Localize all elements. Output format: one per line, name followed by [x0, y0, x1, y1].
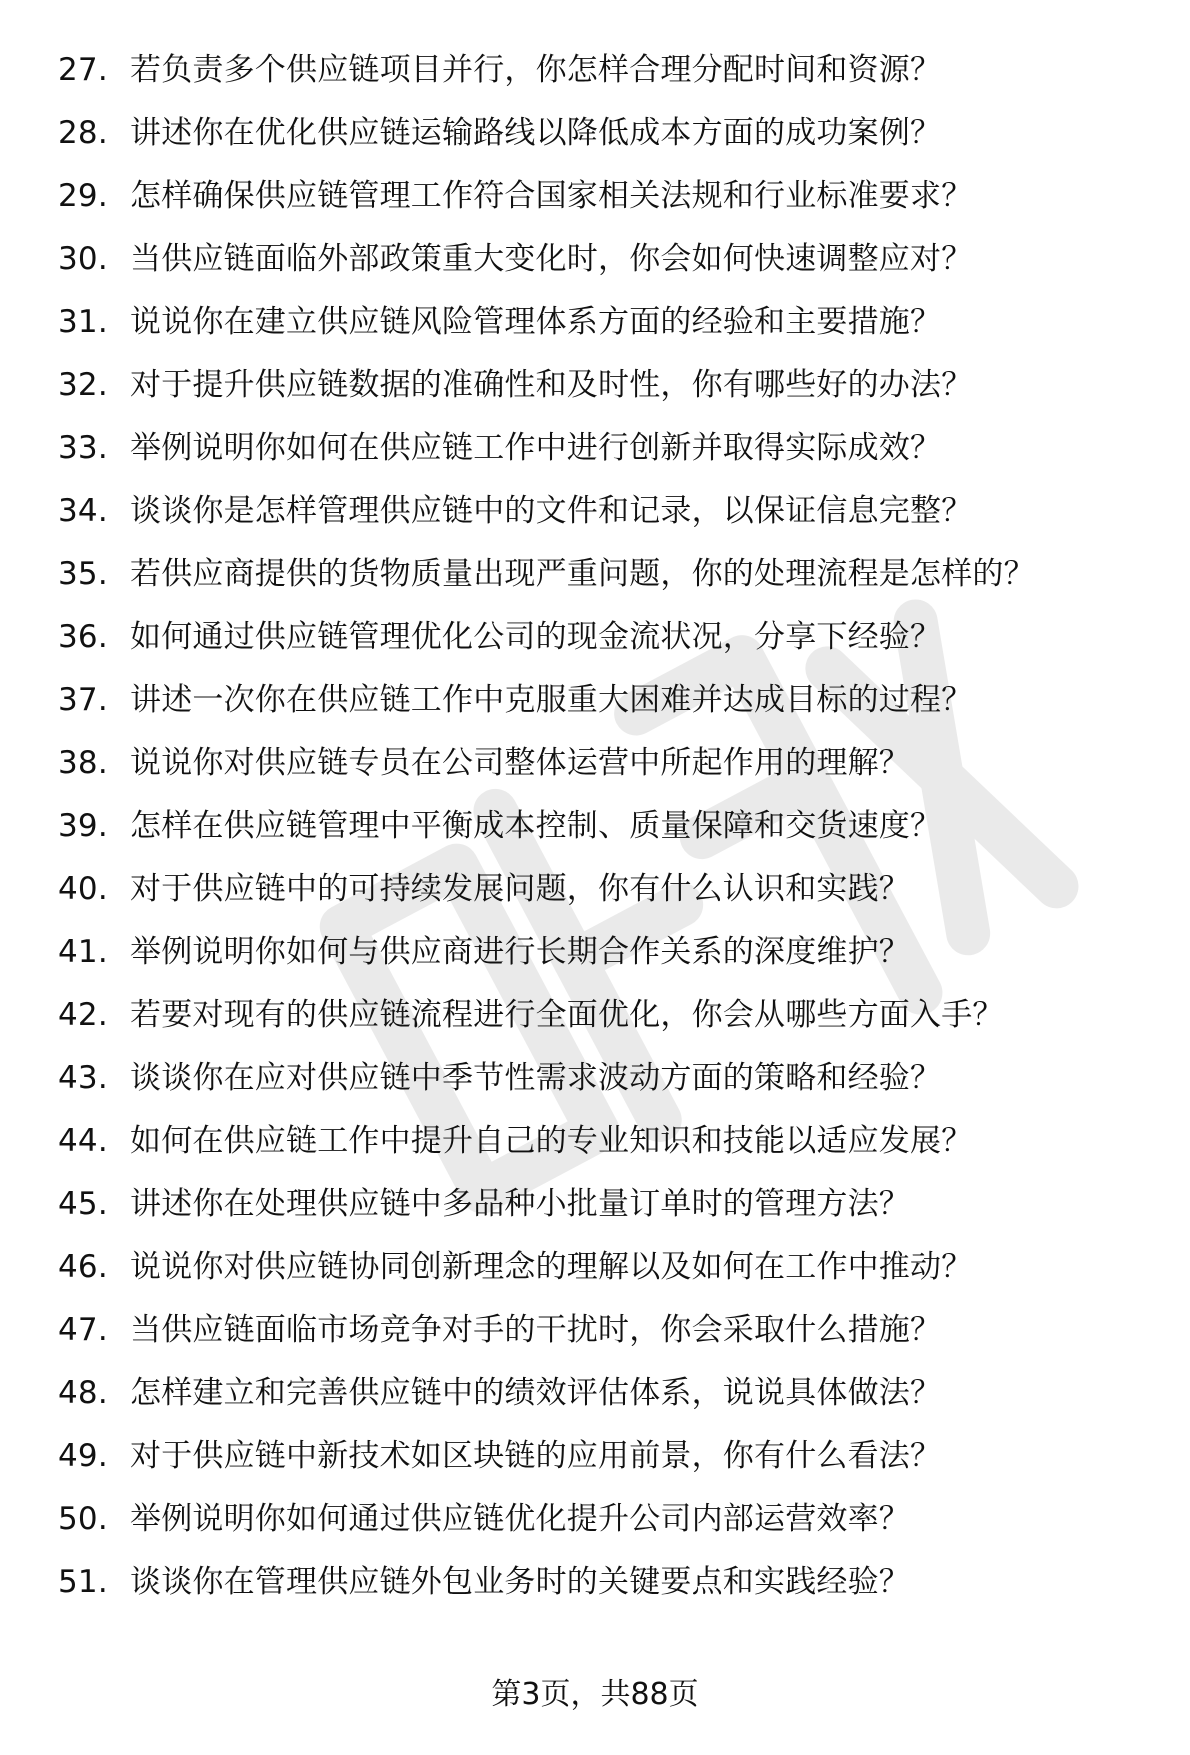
- question-number: 39.: [58, 808, 108, 844]
- question-number: 28.: [58, 115, 108, 151]
- question-text: 若负责多个供应链项目并行，你怎样合理分配时间和资源？: [130, 52, 942, 88]
- question-text: 若供应商提供的货物质量出现严重问题，你的处理流程是怎样的？: [130, 556, 1035, 592]
- question-item-39: [58, 808, 1128, 844]
- question-text: 怎样在供应链管理中平衡成本控制、质量保障和交货速度？: [130, 808, 942, 844]
- question-text: 说说你对供应链协同创新理念的理解以及如何在工作中推动？: [130, 1249, 973, 1285]
- question-text: 对于提升供应链数据的准确性和及时性，你有哪些好的办法？: [130, 367, 973, 403]
- question-item-35: [58, 556, 1128, 592]
- question-item-34: [58, 493, 1128, 529]
- question-number: 34.: [58, 493, 108, 529]
- question-item-44: [58, 1123, 1128, 1159]
- question-text: 举例说明你如何通过供应链优化提升公司内部运营效率？: [130, 1501, 910, 1537]
- question-number: 51.: [58, 1564, 108, 1600]
- question-number: 41.: [58, 934, 108, 970]
- question-number: 27.: [58, 52, 108, 88]
- question-text: 当供应链面临外部政策重大变化时，你会如何快速调整应对？: [130, 241, 973, 277]
- question-text: 对于供应链中新技术如区块链的应用前景，你有什么看法？: [130, 1438, 942, 1474]
- page-number-footer: 第3页，共88页: [491, 1677, 699, 1712]
- question-item-50: [58, 1501, 1128, 1537]
- question-item-29: [58, 178, 1128, 214]
- question-number: 48.: [58, 1375, 108, 1411]
- question-number: 32.: [58, 367, 108, 403]
- question-item-49: [58, 1438, 1128, 1474]
- question-text: 当供应链面临市场竞争对手的干扰时，你会采取什么措施？: [130, 1312, 942, 1348]
- question-number: 35.: [58, 556, 108, 592]
- question-item-33: [58, 430, 1128, 466]
- question-number: 33.: [58, 430, 108, 466]
- question-item-27: [58, 52, 1128, 88]
- question-text: 谈谈你在管理供应链外包业务时的关键要点和实践经验？: [130, 1564, 910, 1600]
- question-item-31: [58, 304, 1128, 340]
- question-text: 如何通过供应链管理优化公司的现金流状况，分享下经验？: [130, 619, 942, 655]
- question-item-43: [58, 1060, 1128, 1096]
- question-item-48: [58, 1375, 1128, 1411]
- question-number: 42.: [58, 997, 108, 1033]
- question-text: 怎样建立和完善供应链中的绩效评估体系，说说具体做法？: [130, 1375, 942, 1411]
- question-item-30: [58, 241, 1128, 277]
- question-number: 29.: [58, 178, 108, 214]
- question-number: 38.: [58, 745, 108, 781]
- question-number: 44.: [58, 1123, 108, 1159]
- question-item-47: [58, 1312, 1128, 1348]
- question-item-37: [58, 682, 1128, 718]
- question-item-51: [58, 1564, 1128, 1600]
- question-text: 讲述你在优化供应链运输路线以降低成本方面的成功案例？: [130, 115, 942, 151]
- question-number: 30.: [58, 241, 108, 277]
- question-number: 31.: [58, 304, 108, 340]
- question-item-36: [58, 619, 1128, 655]
- question-text: 怎样确保供应链管理工作符合国家相关法规和行业标准要求？: [130, 178, 973, 214]
- question-text: 说说你对供应链专员在公司整体运营中所起作用的理解？: [130, 745, 910, 781]
- question-item-38: [58, 745, 1128, 781]
- question-number: 36.: [58, 619, 108, 655]
- question-number: 40.: [58, 871, 108, 907]
- question-item-45: [58, 1186, 1128, 1222]
- question-number: 45.: [58, 1186, 108, 1222]
- question-item-40: [58, 871, 1128, 907]
- question-item-42: [58, 997, 1128, 1033]
- question-text: 举例说明你如何在供应链工作中进行创新并取得实际成效？: [130, 430, 942, 466]
- question-number: 46.: [58, 1249, 108, 1285]
- question-text: 讲述你在处理供应链中多品种小批量订单时的管理方法？: [130, 1186, 910, 1222]
- question-item-28: [58, 115, 1128, 151]
- question-text: 如何在供应链工作中提升自己的专业知识和技能以适应发展？: [130, 1123, 973, 1159]
- question-number: 43.: [58, 1060, 108, 1096]
- question-item-41: [58, 934, 1128, 970]
- question-text: 讲述一次你在供应链工作中克服重大困难并达成目标的过程？: [130, 682, 973, 718]
- question-number: 50.: [58, 1501, 108, 1537]
- question-number: 47.: [58, 1312, 108, 1348]
- question-list: [58, 52, 1128, 1627]
- question-text: 说说你在建立供应链风险管理体系方面的经验和主要措施？: [130, 304, 942, 340]
- question-number: 49.: [58, 1438, 108, 1474]
- question-item-32: [58, 367, 1128, 403]
- question-text: 若要对现有的供应链流程进行全面优化，你会从哪些方面入手？: [130, 997, 1004, 1033]
- question-text: 对于供应链中的可持续发展问题，你有什么认识和实践？: [130, 871, 910, 907]
- question-text: 谈谈你在应对供应链中季节性需求波动方面的策略和经验？: [130, 1060, 942, 1096]
- question-text: 谈谈你是怎样管理供应链中的文件和记录，以保证信息完整？: [130, 493, 973, 529]
- question-text: 举例说明你如何与供应商进行长期合作关系的深度维护？: [130, 934, 910, 970]
- question-number: 37.: [58, 682, 108, 718]
- question-item-46: [58, 1249, 1128, 1285]
